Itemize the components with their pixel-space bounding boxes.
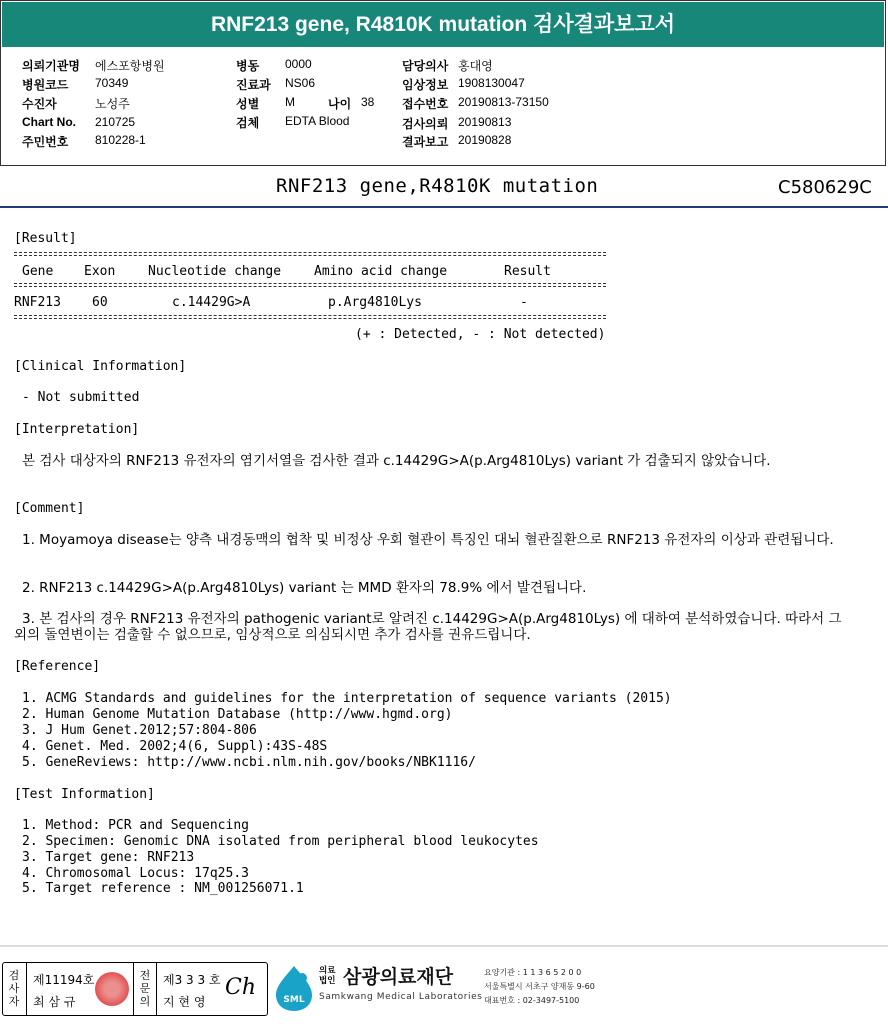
org-prefix-line: 의료 (319, 966, 336, 976)
examiner-name: 최 삼 규 (33, 995, 76, 1009)
label-resident-no: 주민번호 (22, 135, 69, 149)
label-request-date: 검사의뢰 (402, 117, 449, 131)
interpretation-text: 본 검사 대상자의 RNF213 유전자의 염기서열을 검사한 결과 c.14429G>A(p.Arg4810Lys) variant 가 검출되지 않았습니다. (22, 453, 771, 469)
specialist-label-char: 의 (139, 995, 151, 1008)
org-english-name: Samkwang Medical Laboratories (319, 992, 483, 1002)
signature-box (2, 962, 268, 1016)
value-sex: M (285, 95, 295, 109)
label-institution: 의뢰기관명 (22, 59, 80, 73)
value-institution: 에스포항병원 (95, 59, 165, 73)
examiner-label-char: 사 (8, 982, 20, 995)
label-report-date: 결과보고 (402, 135, 449, 149)
cell-result: - (520, 295, 528, 310)
cell-exon: 60 (92, 295, 108, 310)
title-divider (0, 206, 888, 208)
test-info-item: 4. Chromosomal Locus: 17q25.3 (22, 866, 249, 881)
reference-item: 1. ACMG Standards and guidelines for the interpretation of sequence variants (2015) (22, 691, 672, 706)
label-patient: 수진자 (22, 97, 57, 111)
divider (14, 286, 606, 287)
value-ward: 0000 (285, 57, 312, 71)
org-info-line: 대표번호 : 02-3497-5100 (484, 996, 580, 1005)
label-sex: 성별 (236, 97, 260, 111)
value-receipt-no: 20190813-73150 (458, 95, 549, 109)
report-title-bar: RNF213 gene, R4810K mutation 검사결과보고서 (2, 2, 884, 47)
examiner-license-no: 제11194호 (33, 973, 95, 987)
divider (14, 315, 606, 316)
col-header-result: Result (504, 264, 551, 279)
value-request-date: 20190813 (458, 115, 512, 129)
org-name: 삼광의료재단 (343, 966, 454, 988)
specialist-label-char: 전 (139, 969, 151, 982)
test-name: RNF213 gene,R4810K mutation (276, 175, 599, 197)
label-ward: 병동 (236, 59, 260, 73)
sml-logo-icon (272, 964, 316, 1012)
comment-item: 2. RNF213 c.14429G>A(p.Arg4810Lys) variant 는 MMD 환자의 78.9% 에서 발견됩니다. (22, 580, 587, 596)
value-hospital-code: 70349 (95, 76, 129, 90)
test-info-item: 1. Method: PCR and Sequencing (22, 818, 249, 833)
org-contact-info (484, 966, 595, 1008)
label-department: 진료과 (236, 78, 271, 92)
result-legend: (+ : Detected, - : Not detected) (355, 327, 606, 342)
value-chart-no: 210725 (95, 115, 136, 129)
org-prefix (319, 966, 335, 986)
test-info-item: 3. Target gene: RNF213 (22, 850, 195, 865)
value-age: 38 (361, 95, 375, 109)
divider (14, 255, 606, 256)
clinical-heading: [Clinical Information] (14, 359, 187, 374)
test-info-heading: [Test Information] (14, 787, 155, 802)
value-patient: 노성주 (95, 97, 130, 111)
reference-item: 4. Genet. Med. 2002;4(6, Suppl):43S-48S (22, 739, 328, 754)
label-age: 나이 (328, 97, 352, 111)
reference-heading: [Reference] (14, 659, 101, 674)
label-specimen: 검체 (236, 116, 260, 130)
footer-divider (0, 945, 888, 947)
reference-item: 5. GeneReviews: http://www.ncbi.nlm.nih.gov/books/NBK1116/ (22, 755, 476, 770)
divider (133, 963, 134, 1015)
specialist-signature: Ch (225, 975, 257, 1000)
org-info-line: 요양기관 : 1 1 3 6 5 2 0 0 (484, 968, 582, 977)
value-report-date: 20190828 (458, 133, 512, 147)
col-header-exon: Exon (84, 264, 116, 279)
result-heading: [Result] (14, 231, 77, 246)
logo-text: SML (283, 995, 305, 1005)
value-resident-no: 810228-1 (95, 133, 146, 147)
col-header-gene: Gene (22, 264, 54, 279)
label-chart-no: Chart No. (22, 115, 76, 129)
clinical-text: - Not submitted (22, 390, 140, 405)
divider (156, 963, 157, 1015)
comment-heading: [Comment] (14, 501, 85, 516)
divider (14, 252, 606, 253)
divider (14, 283, 606, 284)
specialist-label (136, 969, 154, 1008)
cell-nucleotide: c.14429G>A (172, 295, 251, 310)
examiner-seal (95, 972, 129, 1006)
label-hospital-code: 병원코드 (22, 78, 69, 92)
org-prefix-line: 법인 (319, 976, 336, 986)
specialist-name: 지 현 영 (163, 995, 206, 1009)
examiner-label (5, 969, 23, 1008)
reference-item: 3. J Hum Genet.2012;57:804-806 (22, 723, 257, 738)
comment-item: 1. Moyamoya disease는 양측 내경동맥의 협착 및 비정상 우회 혈관이 특징인 대뇌 혈관질환으로 RNF213 유전자의 이상과 관련됩니다. (22, 532, 834, 548)
value-clinical-info: 1908130047 (458, 76, 525, 90)
examiner-label-char: 자 (8, 995, 20, 1008)
value-specimen: EDTA Blood (285, 114, 350, 128)
cell-amino-acid: p.Arg4810Lys (328, 295, 422, 310)
org-info-line: 서울특별시 서초구 양재동 9-60 (484, 982, 595, 991)
test-code: C580629C (778, 177, 872, 198)
value-department: NS06 (285, 76, 316, 90)
specialist-license-no: 제3 3 3 호 (163, 973, 221, 987)
reference-item: 2. Human Genome Mutation Database (http://www.hgmd.org) (22, 707, 453, 722)
col-header-nucleotide: Nucleotide change (148, 264, 282, 279)
cell-gene: RNF213 (14, 295, 61, 310)
label-receipt-no: 접수번호 (402, 97, 449, 111)
test-info-item: 5. Target reference : NM_001256071.1 (22, 881, 304, 896)
interpretation-heading: [Interpretation] (14, 422, 140, 437)
divider (14, 318, 606, 319)
label-doctor: 담당의사 (402, 59, 449, 73)
value-doctor: 홍대영 (458, 59, 493, 73)
specialist-label-char: 문 (139, 982, 151, 995)
label-clinical-info: 임상정보 (402, 78, 449, 92)
divider (26, 963, 27, 1015)
test-info-item: 2. Specimen: Genomic DNA isolated from peripheral blood leukocytes (22, 834, 539, 849)
comment-item: 3. 본 검사의 경우 RNF213 유전자의 pathogenic variant로 알려진 c.14429G>A(p.Arg4810Lys) 에 대하여 분석하였습니다. 따라서 그 외의 돌연변이는 검출할 수 없으므로, 임상적으로 의심되시면 추가 검사를 권유드립니다. (14, 611, 842, 643)
examiner-label-char: 검 (8, 969, 20, 982)
col-header-amino-acid: Amino acid change (314, 264, 448, 279)
